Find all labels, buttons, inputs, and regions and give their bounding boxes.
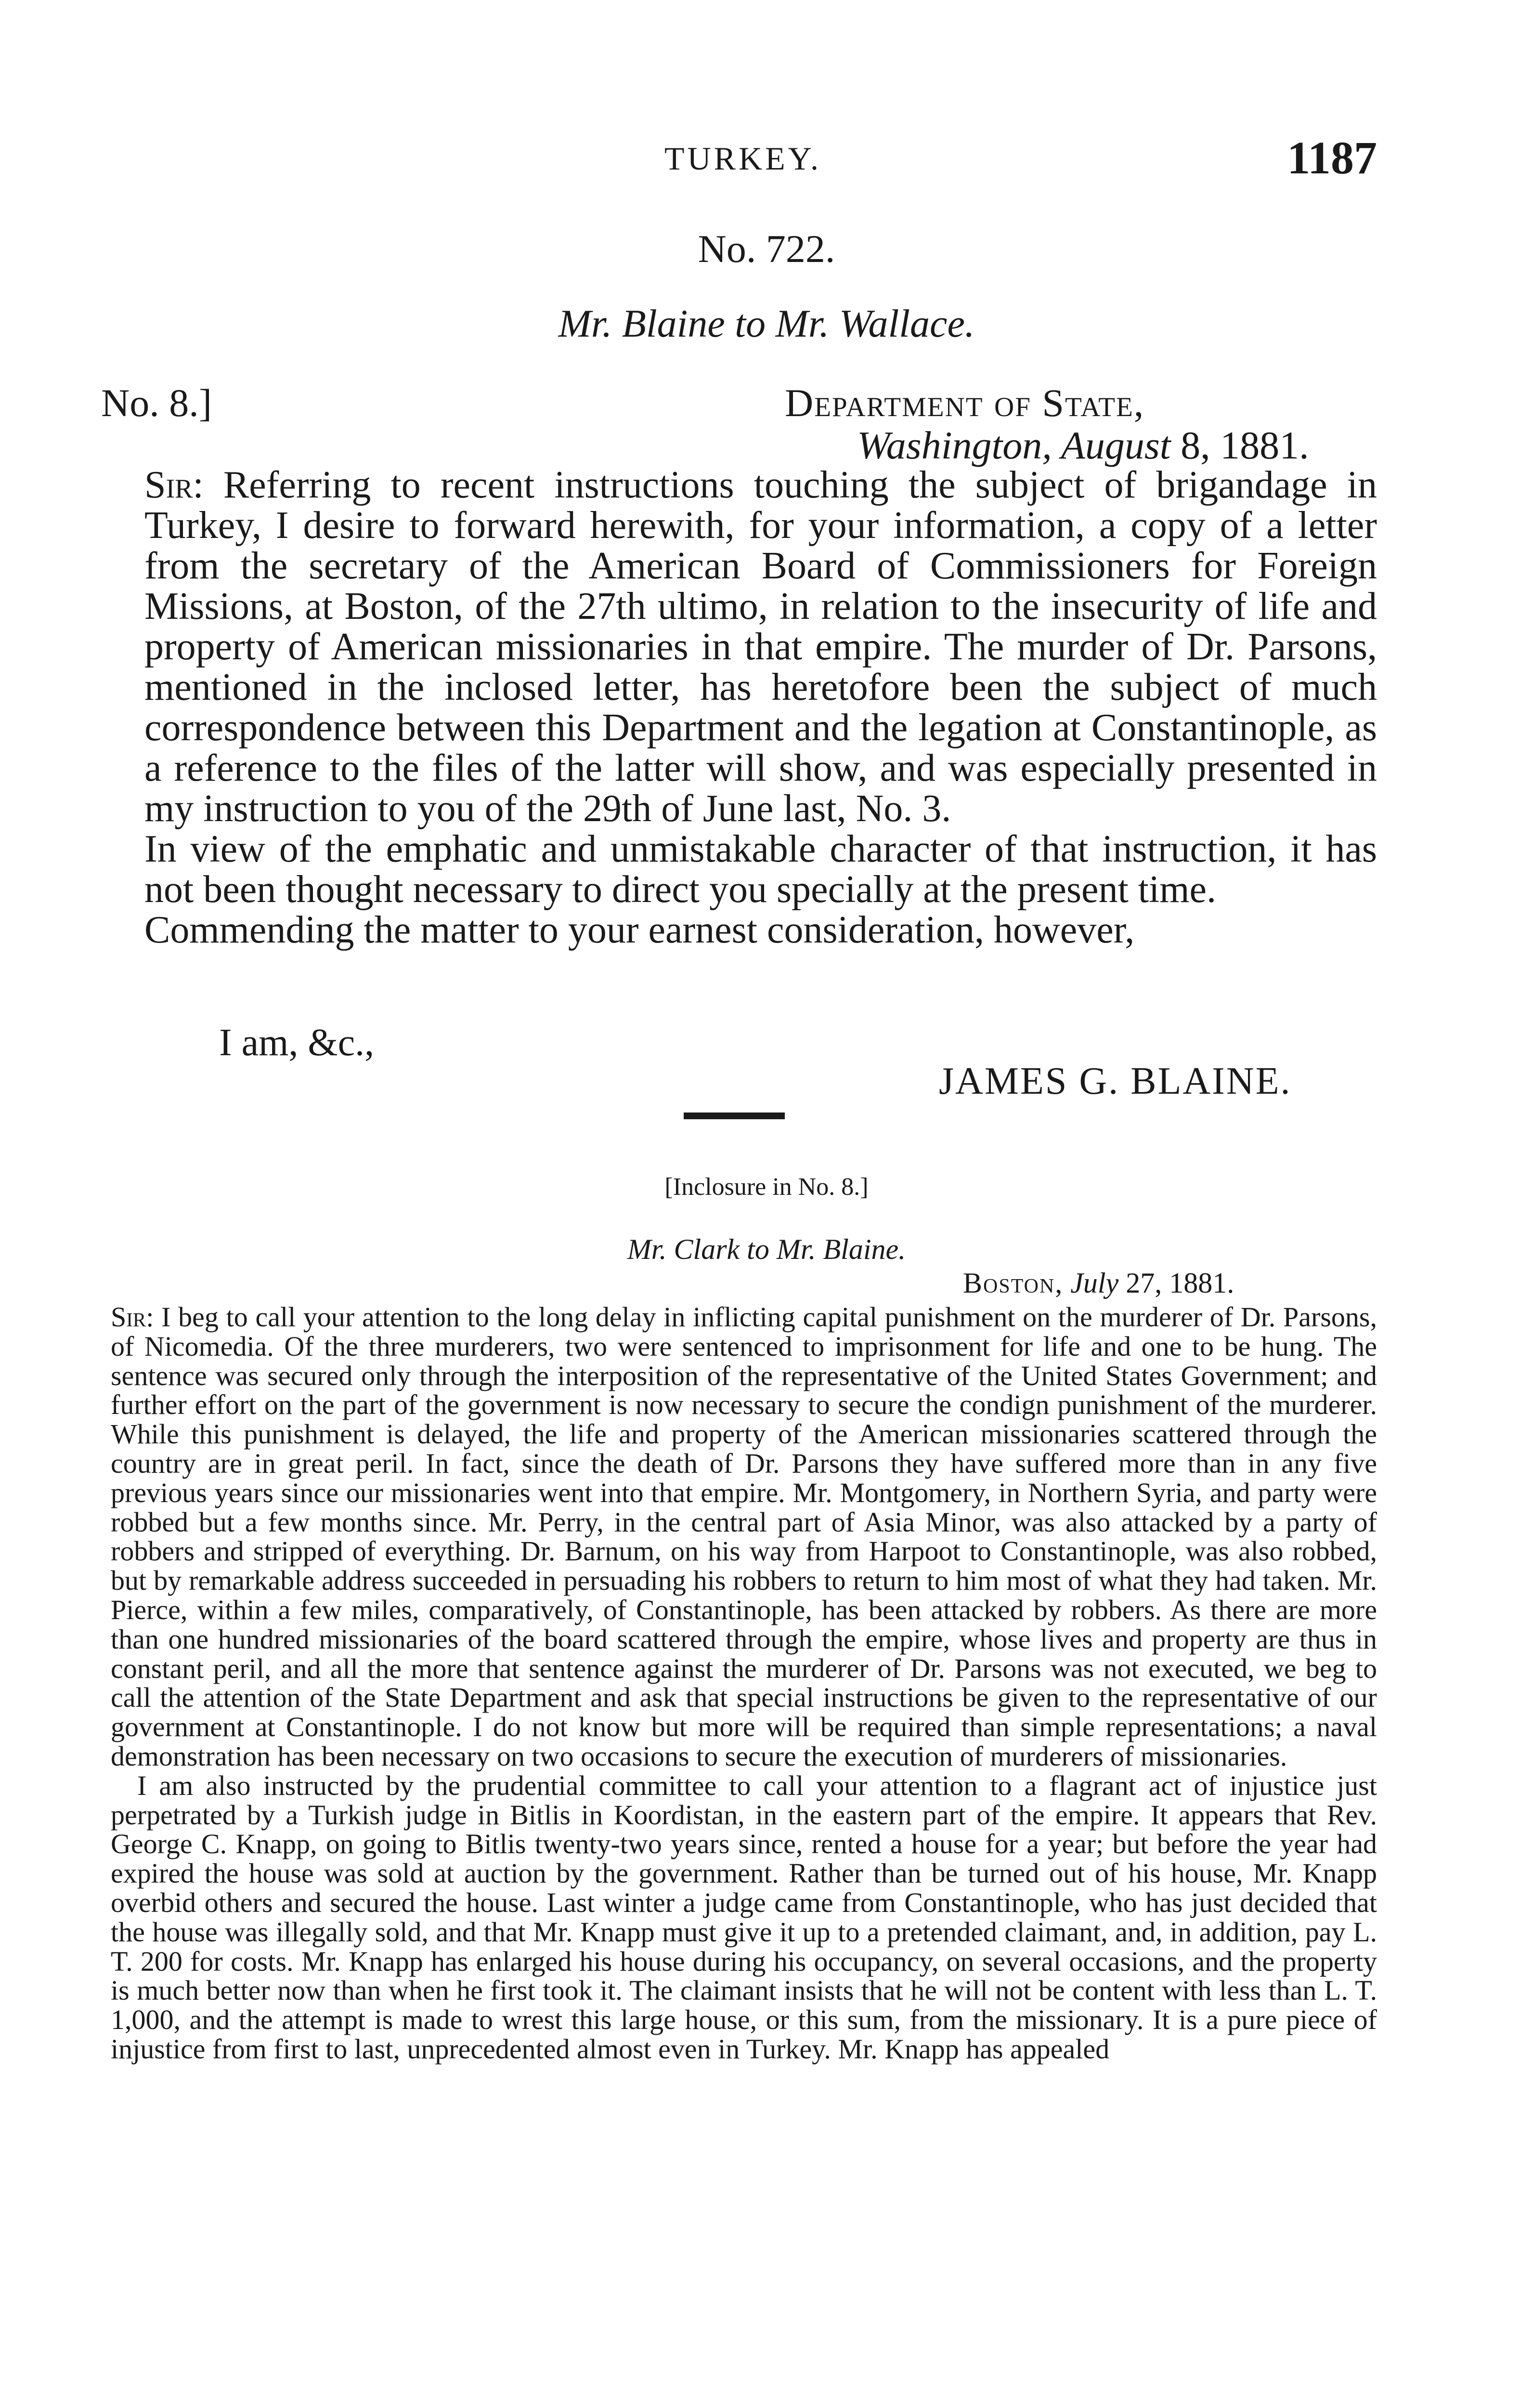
- dateline-department: Department of State,: [785, 381, 1145, 425]
- dateline-place-date: [857, 423, 1309, 468]
- letter-paragraph: In view of the emphatic and unmistakable character of that instruction, it has not been thought necessary to direct you specially at the present time.: [144, 828, 1377, 911]
- inclosure-dateline-year: 27, 1881.: [1126, 1267, 1234, 1299]
- inclosure-salutation: Sir: [111, 1301, 146, 1333]
- dateline-place: Washington, August: [857, 423, 1171, 467]
- running-head: [144, 132, 1377, 193]
- inclosure-paragraph: [111, 1303, 1377, 1771]
- running-title: TURKEY.: [664, 140, 821, 177]
- letter-body: [144, 465, 1377, 950]
- dateline-year: 8, 1881.: [1181, 423, 1309, 467]
- inclosure-dateline: [963, 1267, 1234, 1300]
- letter-paragraph: [144, 465, 1377, 829]
- letter-salutation: Sir: [144, 464, 193, 506]
- inclosure-dateline-city: Boston,: [963, 1267, 1064, 1299]
- inclosure-paragraph: I am also instructed by the prudential committee to call your attention to a flagrant act of injustice just perpetrated by a Turkish judge in Bitlis in Koordistan, in the eastern part of the empire. It appears that Rev. George C. Knapp, on going to Bitlis twenty-two years since, rented a house for a year; but before the year had expired the house was sold at auction by the government. Rather than be turned out of his house, Mr. Knapp overbid others and secured the house. Last winter a judge came from Constantinople, who has just decided that the house was illegally sold, and that Mr. Knapp must give it up to a pretended claimant, and, in addition, pay L. T. 200 for costs. Mr. Knapp has enlarged his house during his occupancy, on several occasions, and the property is much better now than when he first took it. The claimant insists that he will not be content with less than L. T. 1,000, and the attempt is made to wrest this large house, or this sum, from the missionary. It is a pure piece of injustice from first to last, unprecedented almost even in Turkey. Mr. Knapp has appealed: [111, 1769, 1377, 2065]
- letter-paragraph-1-text: : Referring to recent instructions touching the subject of brigandage in Turkey, I desire to forward herewith, for your information, a copy of a letter from the secretary of the American Board of Commissioners for Foreign Missions, at Boston, of the 27th ultimo, in relation to the insecurity of life and property of American missionaries in that empire. The murder of Dr. Parsons, mentioned in the inclosed letter, has heretofore been the subject of much correspondence between this Department and the legation at Constantinople, as a reference to the files of the latter will show, and was especially presented in my instruction to you of the 29th of June last, No. 3.: [144, 464, 1377, 830]
- inclosure-caption: [Inclosure in No. 8.]: [664, 1173, 869, 1201]
- letter-signature: JAMES G. BLAINE.: [939, 1060, 1292, 1102]
- page-number: 1187: [1287, 132, 1377, 183]
- inclosure-body: [111, 1303, 1377, 2064]
- document-number: No. 722.: [698, 227, 835, 271]
- document-heading: Mr. Blaine to Mr. Wallace.: [558, 301, 975, 345]
- inclosure-dateline-month: July: [1070, 1267, 1119, 1299]
- letter-closing: I am, &c.,: [219, 1021, 375, 1064]
- inclosure-heading: Mr. Clark to Mr. Blaine.: [627, 1233, 906, 1265]
- letter-paragraph: Commending the matter to your earnest consideration, however,: [144, 909, 1135, 951]
- dispatch-number: No. 8.]: [101, 381, 212, 425]
- section-divider-rule: [684, 1112, 785, 1119]
- inclosure-paragraph-1-text: : I beg to call your attention to the long delay in inflicting capital punishment on the murderer of Dr. Parsons, of Nicomedia. Of the three murderers, two were sentenced to imprisonment for life and one to be hung. The sentence was secured only through the interposition of the representative of the United States Government; and further effort on the part of the government is now necessary to secure the condign punishment of the murderer. While this punishment is delayed, the life and property of the American missionaries scattered through the country are in great peril. In fact, since the death of Dr. Parsons they have suffered more than in any five previous years since our missionaries went into that empire. Mr. Montgomery, in Northern Syria, and party were robbed but a few months since. Mr. Perry, in the central part of Asia Minor, was also attacked by a party of robbers and stripped of everything. Dr. Barnum, on his way from Harpoot to Constantinople, was also robbed, but by remarkable address succeeded in persuading his robbers to return to him most of what they had taken. Mr. Pierce, within a few miles, comparatively, of Constantinople, has been attacked by robbers. As there are more than one hundred missionaries of the board scattered through the empire, whose lives and property are thus in constant peril, and all the more that sentence against the murderer of Dr. Parsons was not executed, we beg to call the attention of the State Department and ask that special instructions be given to the representative of our government at Constantinople. I do not know but more will be required than simple representations; a naval demonstration has been necessary on two occasions to secure the execution of murderers of missionaries.: [111, 1301, 1377, 1772]
